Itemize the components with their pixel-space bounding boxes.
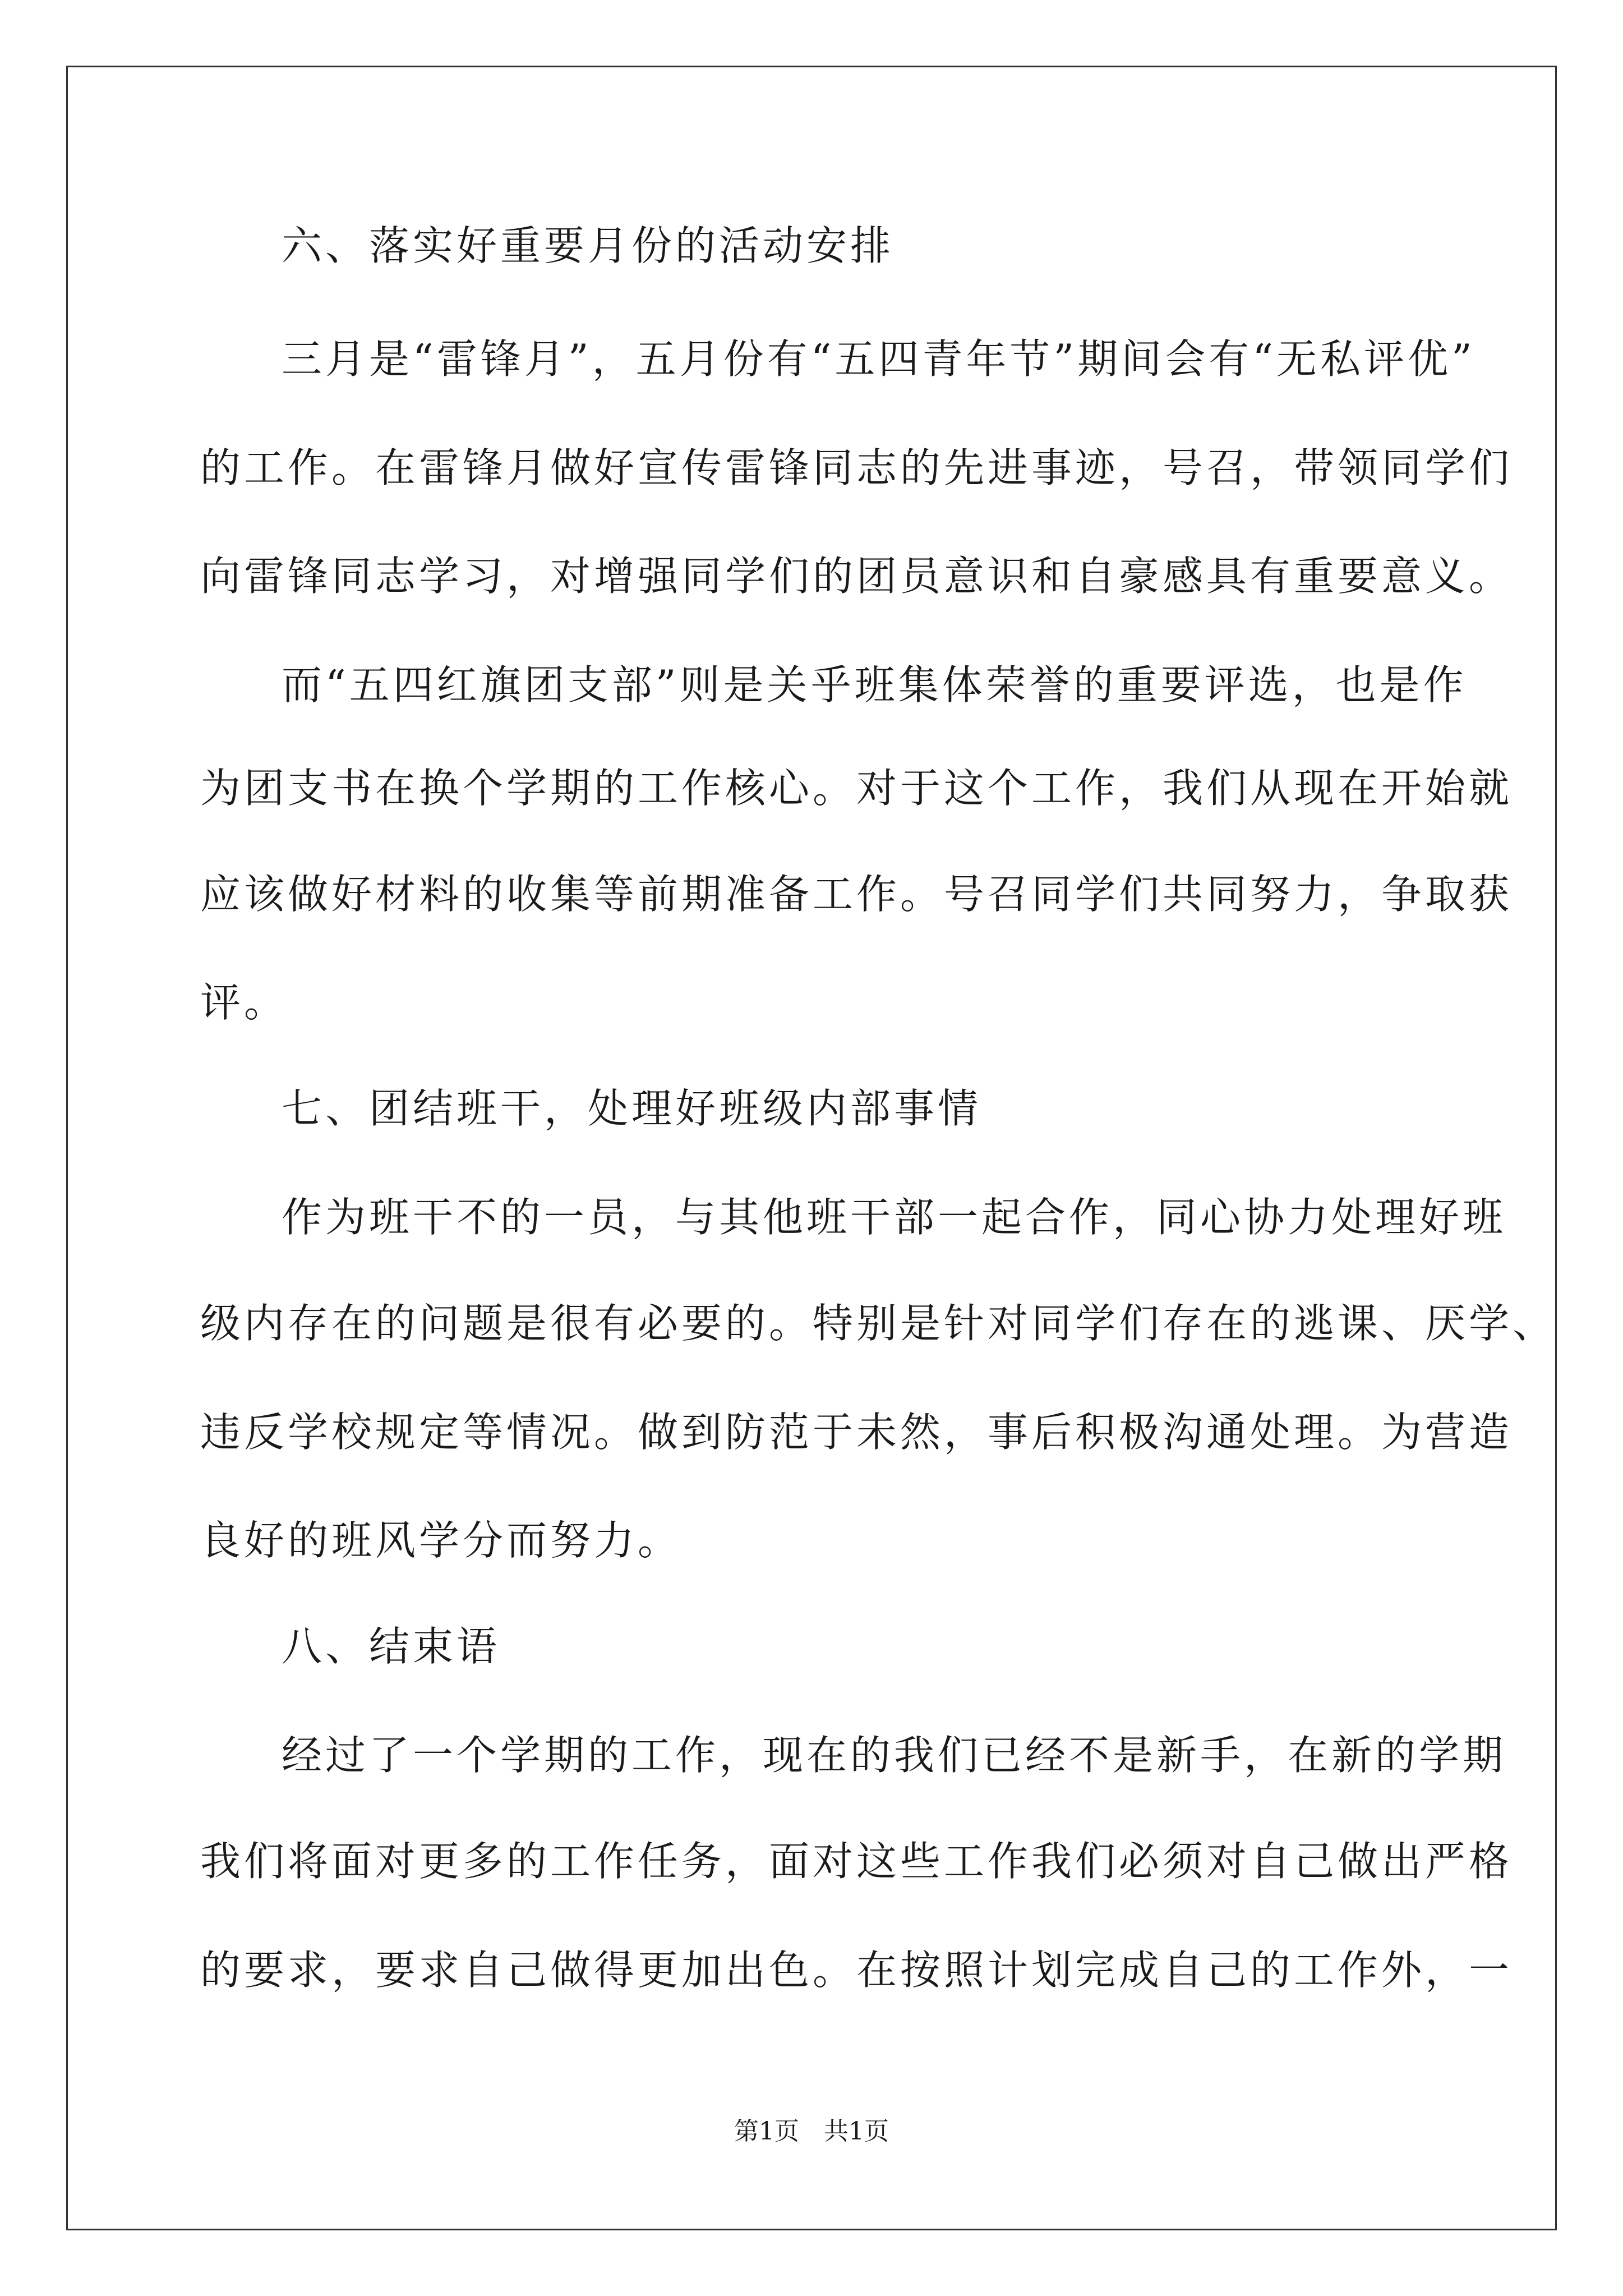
paragraph-line: 向雷锋同志学习，对增强同学们的团员意识和自豪感具有重要意义。 (200, 553, 1513, 600)
paragraph-line: 级内存在的问题是很有必要的。特别是针对同学们存在的逃课、厌学、 (200, 1300, 1557, 1347)
paragraph-line: 三月是“雷锋月”，五月份有“五四青年节”期间会有“无私评优” (282, 335, 1476, 383)
paragraph-line: 我们将面对更多的工作任务，面对这些工作我们必须对自己做出严格 (200, 1838, 1513, 1885)
paragraph-line: 经过了一个学期的工作，现在的我们已经不是新手，在新的学期 (282, 1732, 1507, 1779)
page-number-footer: 第1页 共1页 (734, 2117, 889, 2146)
paragraph-line: 评。 (200, 979, 288, 1026)
paragraph-line: 应该做好材料的收集等前期准备工作。号召同学们共同努力，争取获 (200, 871, 1513, 918)
section-heading-6: 六、落实好重要月份的活动安排 (282, 222, 895, 269)
section-heading-8: 八、结束语 (282, 1623, 501, 1670)
paragraph-line: 的要求，要求自己做得更加出色。在按照计划完成自己的工作外，一 (200, 1947, 1513, 1994)
paragraph-line: 良好的班风学分而努力。 (200, 1517, 682, 1564)
paragraph-line: 而“五四红旗团支部”则是关乎班集体荣誉的重要评选，也是作 (282, 661, 1467, 708)
paragraph-line: 违反学校规定等情况。做到防范于未然，事后积极沟通处理。为营造 (200, 1409, 1513, 1456)
paragraph-line: 作为班干不的一员，与其他班干部一起合作，同心协力处理好班 (282, 1194, 1507, 1241)
paragraph-line: 的工作。在雷锋月做好宣传雷锋同志的先进事迹，号召，带领同学们 (200, 444, 1513, 491)
section-heading-7: 七、团结班干，处理好班级内部事情 (282, 1085, 982, 1132)
page-border (66, 66, 1557, 2230)
paragraph-line: 为团支书在换个学期的工作核心。对于这个工作，我们从现在开始就 (200, 765, 1513, 812)
